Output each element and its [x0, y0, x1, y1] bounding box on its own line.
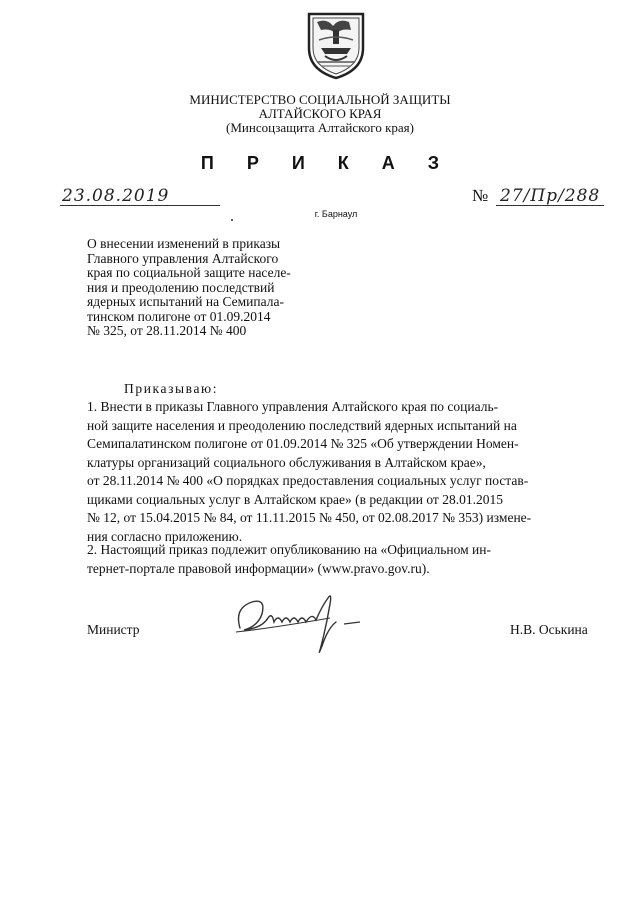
city-label: г. Барнаул — [314, 209, 358, 219]
stray-mark — [231, 219, 233, 221]
signatory-position: Министр — [87, 622, 140, 637]
coat-of-arms-icon — [303, 8, 369, 82]
order-number-prefix: № — [472, 186, 489, 205]
number-underline — [496, 205, 604, 206]
date-underline — [60, 205, 220, 206]
order-directive-word: Приказываю: — [124, 381, 219, 396]
signatory-name: Н.В. Оськина — [510, 622, 588, 637]
document-title: П Р И К А З — [200, 153, 454, 173]
order-date: 23.08.2019 — [62, 186, 170, 206]
order-number: 27/Пр/288 — [500, 186, 601, 206]
order-paragraph-1: 1. Внести в приказы Главного управления Алтайского края по социаль- ной защите населения и преодолению последствий ядерных испытаний на Семипалатинском полигоне от 01.09.2014 № 325 «Об утверждении Номен- клатуры организаций социального обслуживания в Алтайском крае», от 28.11.2014 № 400 «О порядках предоставления социальных услуг постав- щиками социальных услуг в Алтайском крае» (в редакции от 28.01.2015 № 12, от 15.04.2015 № 84, от 11.11.2015 № 450, от 02.08.2017 № 353) измене- ния согласно приложению. — [87, 399, 532, 544]
signature-icon — [232, 588, 382, 658]
ministry-short-name: (Минсоцзащита Алтайского края) — [226, 120, 414, 135]
order-paragraph-2: 2. Настоящий приказ подлежит опубликованию на «Официальном ин- тернет-портале правовой информации» (www.pravo.gov.ru). — [87, 542, 491, 576]
ministry-name-line2: АЛТАЙСКОГО КРАЯ — [258, 106, 382, 121]
ministry-name-line1: МИНИСТЕРСТВО СОЦИАЛЬНОЙ ЗАЩИТЫ — [189, 92, 451, 107]
order-subject: О внесении изменений в приказы Главного управления Алтайского края по социальной защите населе- ния и преодолению последствий ядерных испытаний на Семипала- тинском полигоне от 01.09.2014 № 325, от 28.11.2014 № 400 — [87, 236, 291, 338]
